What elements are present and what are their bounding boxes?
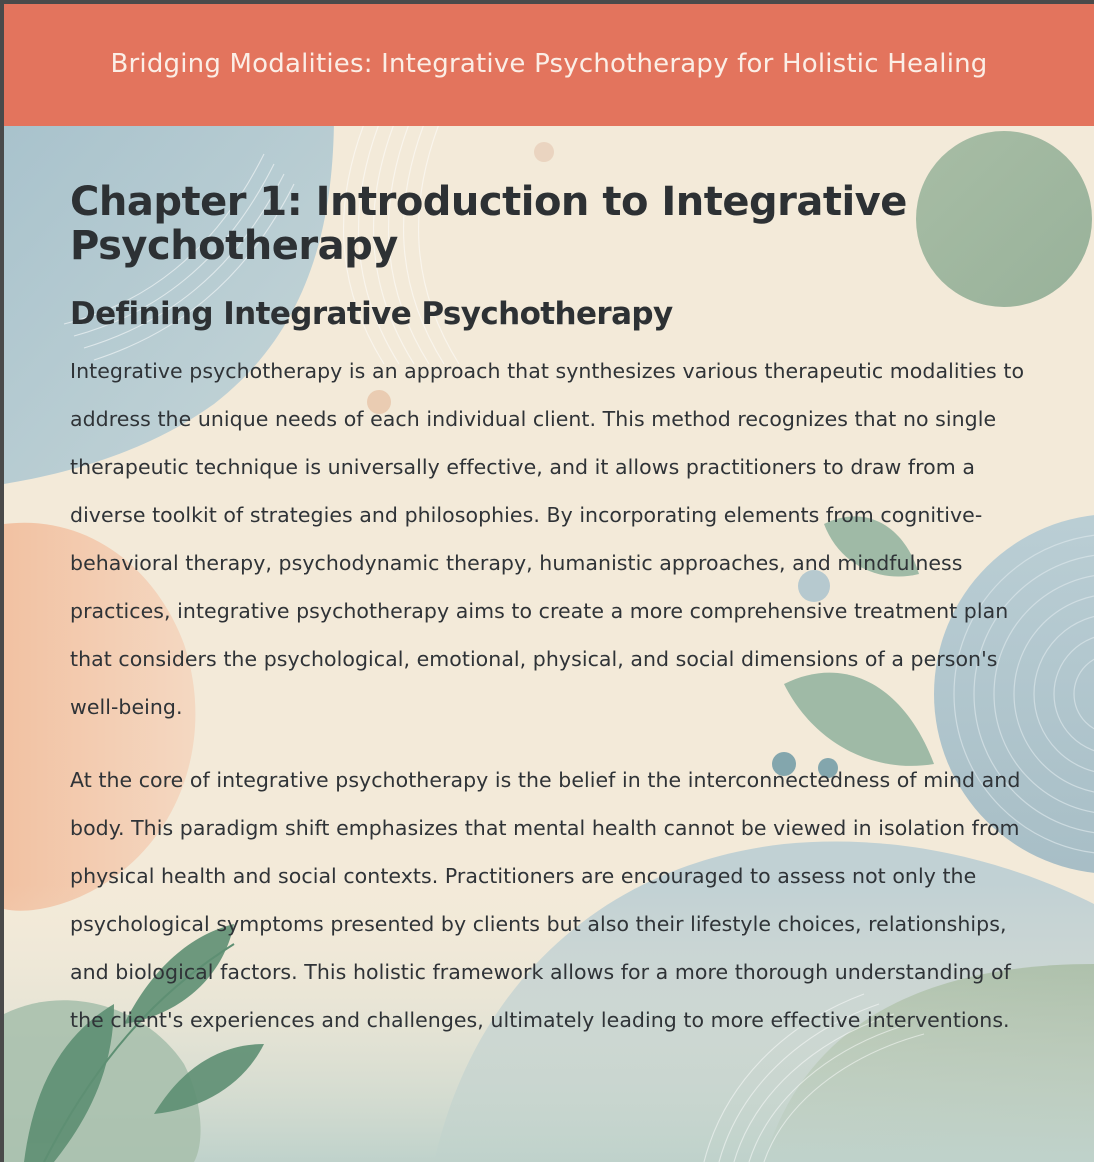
chapter-title: Chapter 1: Introduction to Integrative Psychotherapy [70,179,907,269]
document-page [4,4,1094,1162]
chapter-content [70,180,1030,1044]
document-title: Bridging Modalities: Integrative Psychotherapy for Holistic Healing [110,49,988,79]
section-title: Defining Integrative Psychotherapy [70,296,673,332]
body-paragraph: At the core of integrative psychotherapy is the belief in the interconnectedness of mind and body. This paradigm shift emphasizes that mental health cannot be viewed in isolation from physical health and social contexts. Practitioners are encouraged to assess not only the psychological symptoms presented by clients but also their lifestyle choices, relationships, and biological factors. This holistic framework allows for a more thorough understanding of the client's experiences and challenges, ultimately leading to more effective interventions. [70,768,1021,1032]
header-bar [4,4,1094,126]
body-paragraph: Integrative psychotherapy is an approach that synthesizes various therapeutic modalities to address the unique needs of each individual client. This method recognizes that no single therapeutic technique is universally effective, and it allows practitioners to draw from a diverse toolkit of strategies and philosophies. By incorporating elements from cognitive-behavioral therapy, psychodynamic therapy, humanistic approaches, and mindfulness practices, integrative psychotherapy aims to create a more comprehensive treatment plan that considers the psychological, emotional, physical, and social dimensions of a person's well-being. [70,359,1025,719]
